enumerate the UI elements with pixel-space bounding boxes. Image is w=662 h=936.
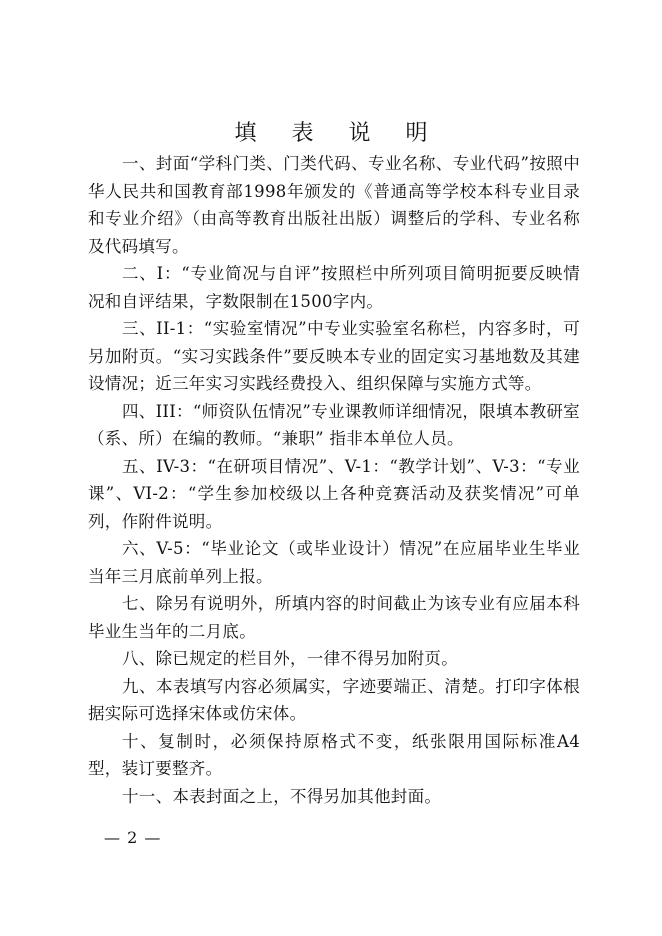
instruction-paragraph-8: 八、除已规定的栏目外，一律不得另加附页。 [122, 649, 458, 668]
instruction-paragraph-11: 十一、本表封面之上，不得另加其他封面。 [122, 786, 442, 806]
page-title: 填 表 说 明 [234, 121, 442, 146]
instruction-paragraph-7: 七、除另有说明外，所填内容的时间截止为该专业有应届本科毕业生当年的二月底。 [88, 594, 580, 641]
instructions-body [88, 150, 580, 810]
instruction-paragraph-2: 二、I：“专业简况与自评”按照栏中所列项目简明扼要反映情况和自评结果，字数限制在1500字内。 [88, 264, 580, 311]
instruction-paragraph-5: 五、IV-3：“在研项目情况”、V-1：“教学计划”、V-3：“专业课”、VI-2：“学生参加校级以上各种竞赛活动及获奖情况”可单列，作附件说明。 [88, 456, 580, 531]
page-number: — 2 — [104, 828, 162, 847]
instruction-paragraph-9: 九、本表填写内容必须属实，字迹要端正、清楚。打印字体根据实际可选择宋体或仿宋体。 [88, 676, 580, 723]
instruction-paragraph-4: 四、III：“师资队伍情况”专业课教师详细情况，限填本教研室（系、所）在编的教师。“兼职” 指非本单位人员。 [88, 401, 580, 448]
instruction-paragraph-3: 三、II-1：“实验室情况”中专业实验室名称栏，内容多时，可另加附页。“实习实践条件”要反映本专业的固定实习基地数及其建设情况；近三年实习实践经费投入、组织保障与实施方式等。 [88, 319, 580, 393]
instruction-paragraph-10: 十、复制时，必须保持原格式不变，纸张限用国际标准A4型，装订要整齐。 [88, 731, 580, 778]
instruction-paragraph-6: 六、V-5：“毕业论文（或毕业设计）情况”在应届毕业生毕业当年三月底前单列上报。 [88, 539, 580, 586]
instruction-paragraph-1: 一、封面“学科门类、门类代码、专业名称、专业代码”按照中华人民共和国教育部1998年颁发的《普通高等学校本科专业目录和专业介绍》（由高等教育出版社出版）调整后的学科、专业名称及代码填写。 [88, 154, 580, 256]
